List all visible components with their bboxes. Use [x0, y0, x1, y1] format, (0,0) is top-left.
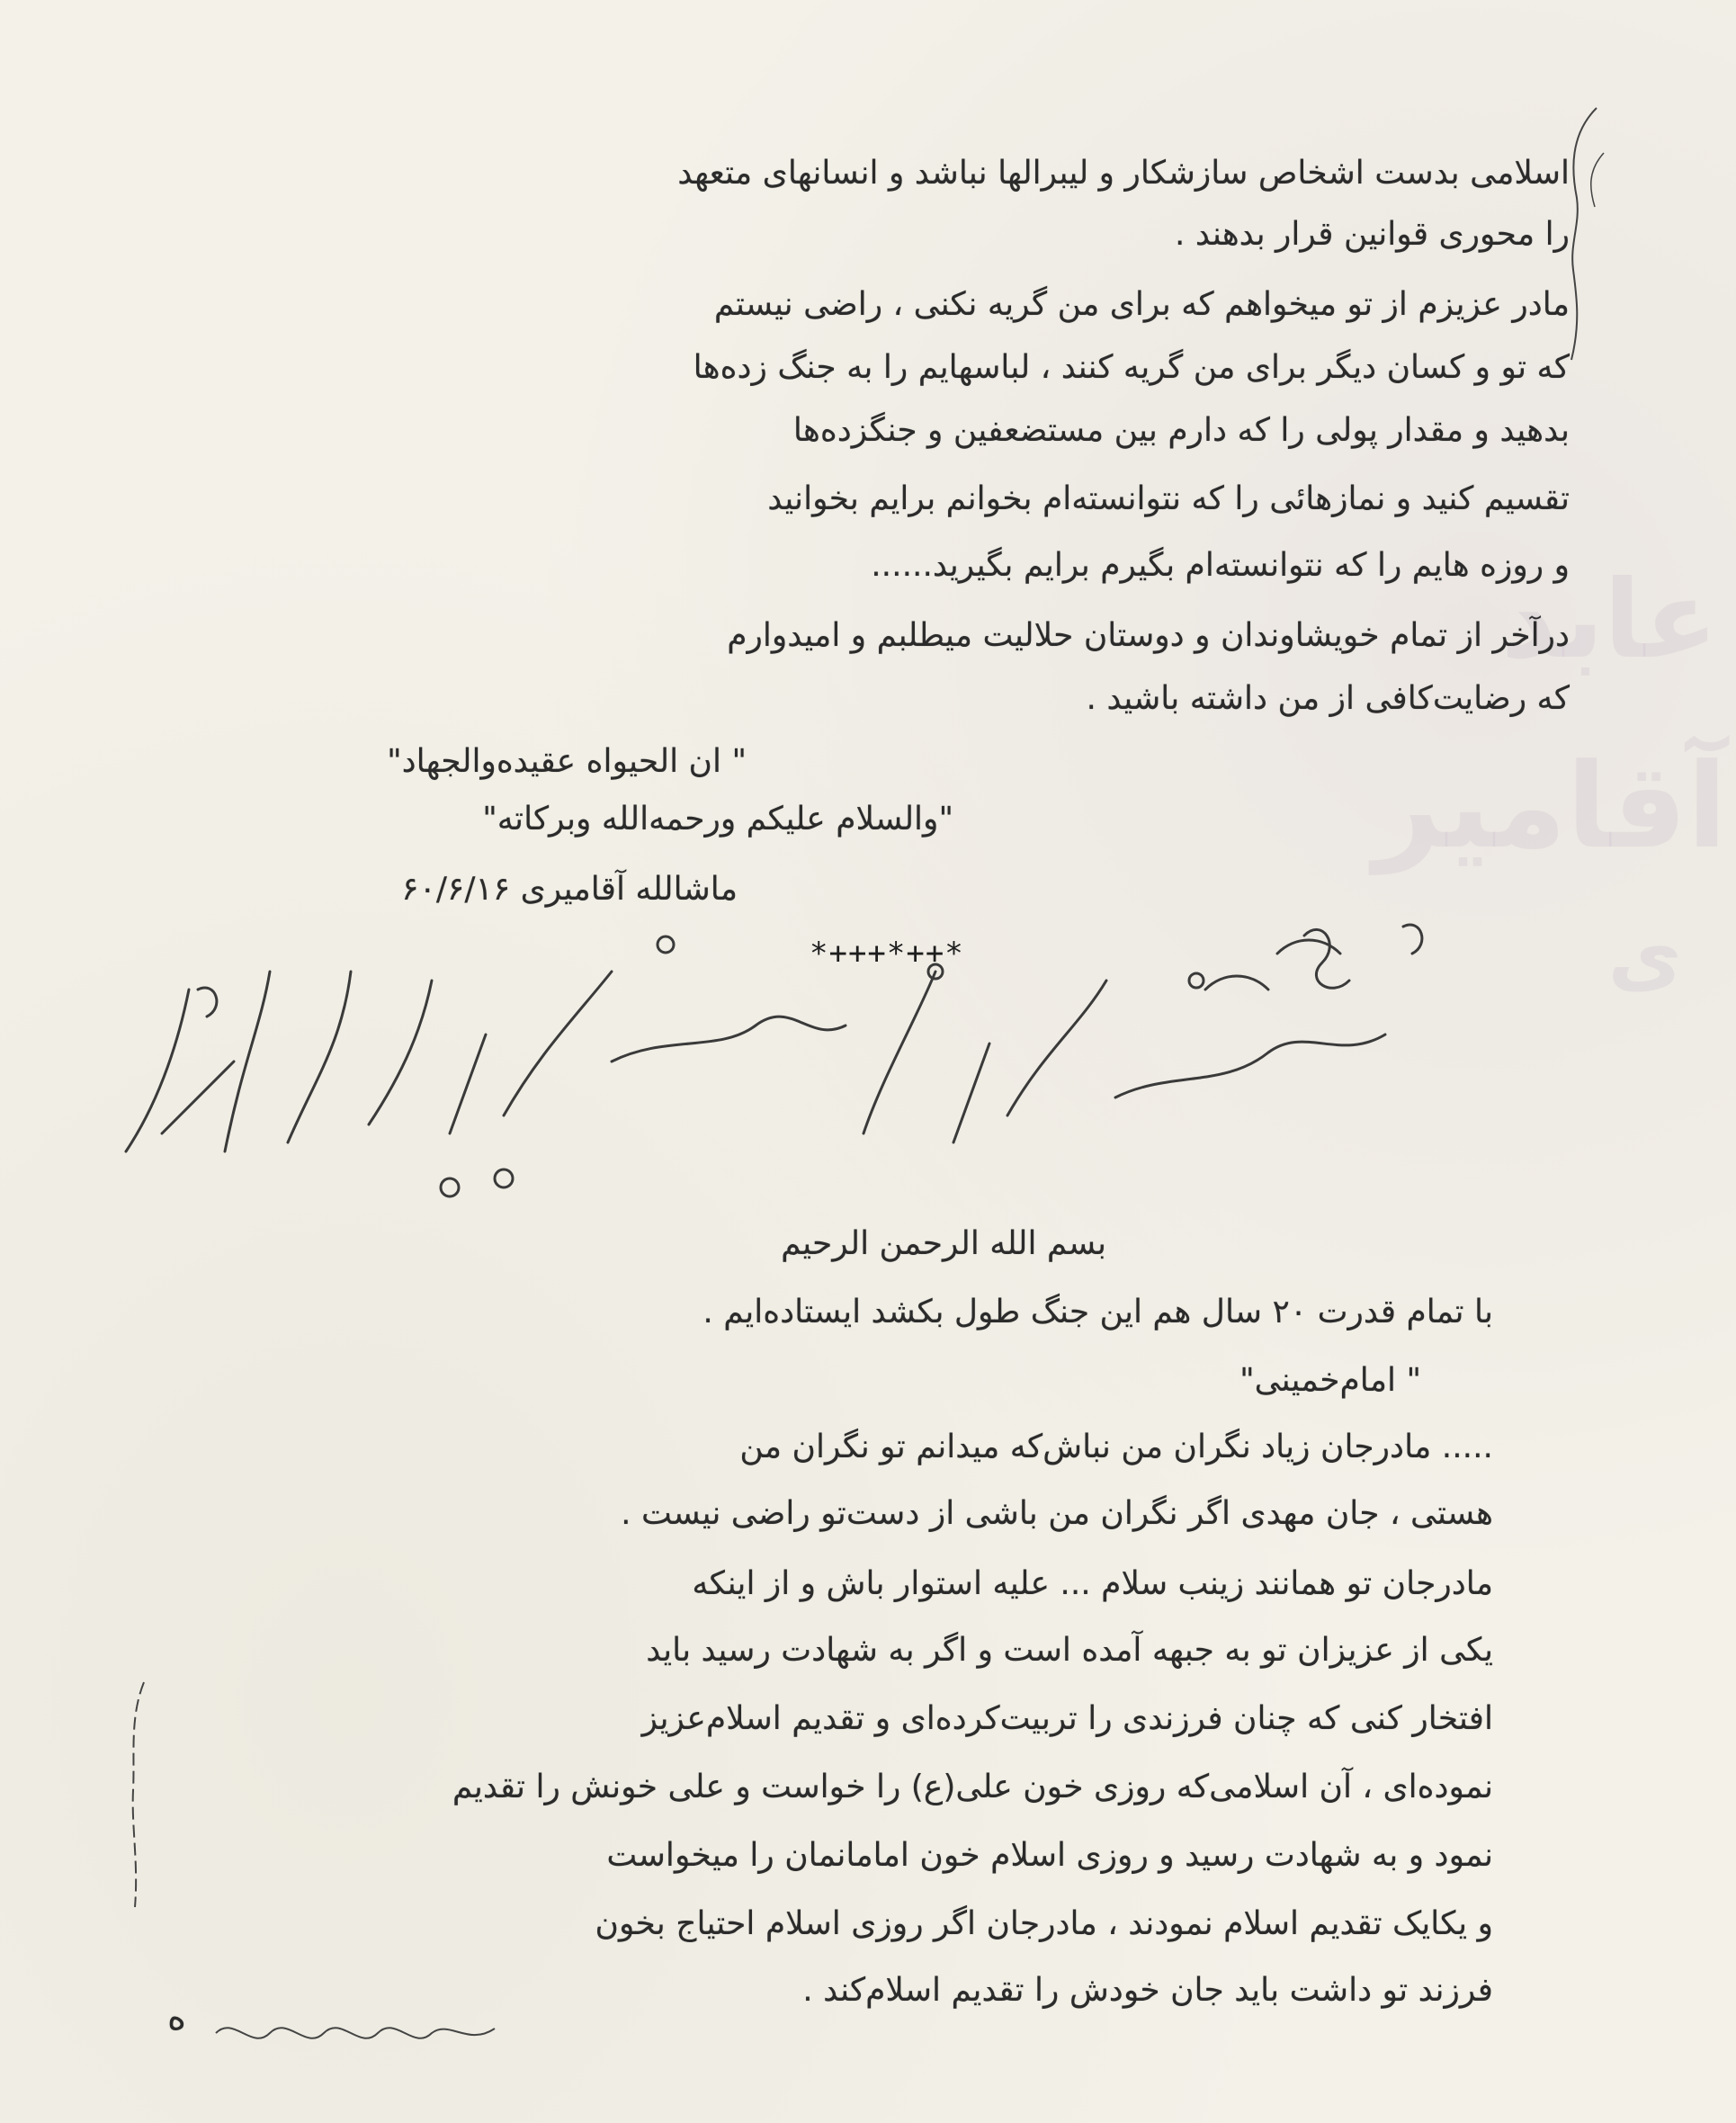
text-line: مادرجان تو همانند زینب سلام ... علیه استوار باش و از اینکه [692, 1565, 1493, 1602]
text-line: مادر عزیزم از تو میخواهم که برای من گریه نکنی ، راضی نیستم [713, 286, 1570, 323]
signature-line: ماشالله آقامیری ۶۰/۶/۱۶ [401, 871, 738, 908]
text-line: افتخار کنی که چنان فرزندی را تربیت‌کرده‌ای و تقدیم اسلام‌عزیز [641, 1700, 1493, 1737]
pencil-squiggle-bottom [207, 1997, 504, 2060]
text-line: که رضایت‌کافی از من داشته باشید . [1086, 680, 1570, 717]
text-line: یکی از عزیزان تو به جبهه آمده است و اگر به شهادت رسید باید [646, 1632, 1493, 1669]
text-line: که تو و کسان دیگر برای من گریه کنند ، لباسهایم را به جنگ زده‌ها [693, 349, 1570, 386]
khomeini-attribution: " امام‌خمینی" [1239, 1362, 1421, 1399]
text-line: بدهید و مقدار پولی را که دارم بین مستضعفین و جنگزده‌ها [792, 412, 1570, 449]
bismillah-line: بسم الله الرحمن الرحیم [781, 1225, 1106, 1262]
text-line: اسلامی بدست اشخاص سازشکار و لیبرالها نباشد و انسانهای متعهد [677, 155, 1570, 192]
text-line: هستی ، جان مهدی اگر نگران من باشی از دست‌تو راضی نیست . [621, 1495, 1493, 1532]
text-line: نموده‌ای ، آن اسلامی‌که روزی خون علی(ع) را خواست و علی خونش را تقدیم [452, 1769, 1493, 1805]
text-line: را محوری قوانین قرار بدهند . [1175, 216, 1570, 253]
text-line: تقسیم کنید و نمازهائی را که نتوانسته‌ام بخوانم برایم بخوانید [767, 480, 1570, 517]
khomeini-quote: با تمام قدرت ۲۰ سال هم این جنگ طول بکشد ایستاده‌ایم . [702, 1294, 1493, 1330]
text-line: فرزند تو داشت باید جان خودش را تقدیم اسلام‌کند . [802, 1972, 1493, 2009]
handwritten-title [108, 918, 1439, 1205]
bleed-through-text-2: آقامیر [1374, 738, 1727, 874]
pencil-bracket-bottom [117, 1673, 171, 1943]
text-line: ..... مادرجان زیاد نگران من نباش‌که میدانم تو نگران من [739, 1429, 1493, 1465]
quote-line: "والسلام علیکم ورحمه‌الله وبرکاته" [482, 801, 953, 838]
quote-line: " ان الحیواه عقیده‌والجهاد" [387, 743, 747, 780]
text-line: نمود و به شهادت رسید و روزی اسلام خون امامانمان را میخواست [606, 1837, 1493, 1874]
separator-stars: *+++*++* [810, 936, 964, 972]
page-mark: ه [167, 1997, 186, 2038]
bleed-through-text-3: ی [1607, 909, 1682, 1003]
text-line: درآخر از تمام خویشاوندان و دوستان حلالیت میطلبم و امیدوارم [727, 617, 1570, 654]
text-line: و روزه هایم را که نتوانسته‌ام بگیرم برایم بگیرید...... [871, 547, 1570, 584]
text-line: و یکایک تقدیم اسلام نمودند ، مادرجان اگر روزی اسلام احتیاج بخون [595, 1905, 1493, 1942]
bleed-through-text-1: عابد [1500, 558, 1718, 683]
